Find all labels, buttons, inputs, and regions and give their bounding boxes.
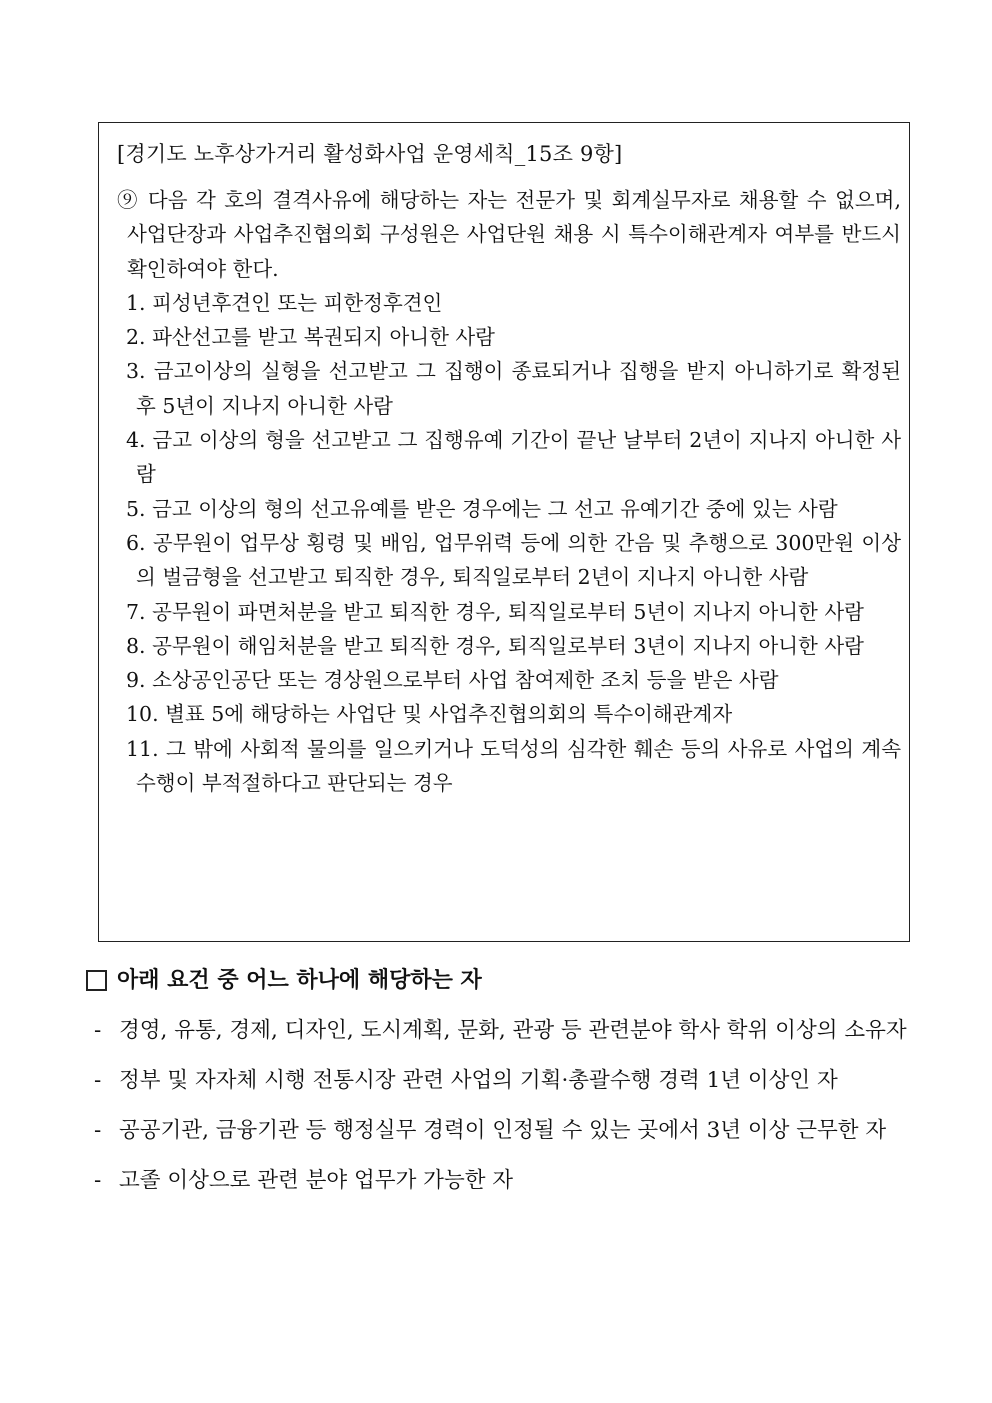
requirement-item [86,1058,916,1104]
regulation-item-8: 8. 공무원이 해임처분을 받고 퇴직한 경우, 퇴직일로부터 3년이 지나지 아니한 사람 [126,633,864,658]
dash-marker: - [94,1168,102,1193]
requirement-text: 정부 및 자자체 시행 전통시장 관련 사업의 기획·총괄수행 경력 1년 이상인 자 [119,1068,838,1093]
dash-marker: - [94,1018,102,1043]
checkbox-square-icon [86,970,107,991]
regulation-item-2: 2. 파산선고를 받고 복권되지 아니한 사람 [126,325,495,350]
regulation-box [98,122,910,942]
regulation-title: [경기도 노후상가거리 활성화사업 운영세칙_15조 9항] [117,142,623,166]
requirements-heading-row [86,960,916,1000]
requirements-section [86,960,916,1208]
requirement-item [86,1108,916,1154]
regulation-item-5: 5. 금고 이상의 형의 선고유예를 받은 경우에는 그 선고 유예기간 중에 있는 사람 [126,496,838,521]
requirement-item [86,1158,916,1204]
regulation-item-3: 3. 금고이상의 실형을 선고받고 그 집행이 종료되거나 집행을 받지 아니하기로 확정된 후 5년이 지나지 아니한 사람 [126,359,901,418]
requirements-heading: 아래 요건 중 어느 하나에 해당하는 자 [117,967,482,993]
regulation-item-4: 4. 금고 이상의 형을 선고받고 그 집행유예 기간이 끝난 날부터 2년이 지나지 아니한 사람 [126,428,901,487]
requirement-text: 공공기관, 금융기관 등 행정실무 경력이 인정될 수 있는 곳에서 3년 이상 근무한 자 [119,1118,887,1143]
regulation-item-9: 9. 소상공인공단 또는 경상원으로부터 사업 참여제한 조치 등을 받은 사람 [126,668,779,693]
dash-marker: - [94,1068,102,1093]
regulation-item-7: 7. 공무원이 파면처분을 받고 퇴직한 경우, 퇴직일로부터 5년이 지나지 아니한 사람 [126,599,864,624]
regulation-item-1: 1. 피성년후견인 또는 피한정후견인 [126,290,443,315]
requirements-list [86,1008,916,1204]
regulation-item-6: 6. 공무원이 업무상 횡령 및 배임, 업무위력 등에 의한 간음 및 추행으로 300만원 이상의 벌금형을 선고받고 퇴직한 경우, 퇴직일로부터 2년이 지나지 아니한 사람 [126,530,901,590]
requirement-text: 고졸 이상으로 관련 분야 업무가 가능한 자 [119,1168,514,1193]
dash-marker: - [94,1118,102,1143]
regulation-item-11: 11. 그 밖에 사회적 물의를 일으키거나 도덕성의 심각한 훼손 등의 사유로 사업의 계속수행이 부적절하다고 판단되는 경우 [126,736,901,796]
regulation-body [117,183,901,800]
requirement-item [86,1008,916,1054]
requirement-text: 경영, 유통, 경제, 디자인, 도시계획, 문화, 관광 등 관련분야 학사 학위 이상의 소유자 [119,1018,907,1043]
regulation-intro: ⑨ 다음 각 호의 결격사유에 해당하는 자는 전문가 및 회계실무자로 채용할 수 없으며, 사업단장과 사업추진협의회 구성원은 사업단원 채용 시 특수이해관계자 여부를 반드시 확인하여야 한다. [117,188,901,281]
regulation-item-10: 10. 별표 5에 해당하는 사업단 및 사업추진협의회의 특수이해관계자 [126,702,733,727]
